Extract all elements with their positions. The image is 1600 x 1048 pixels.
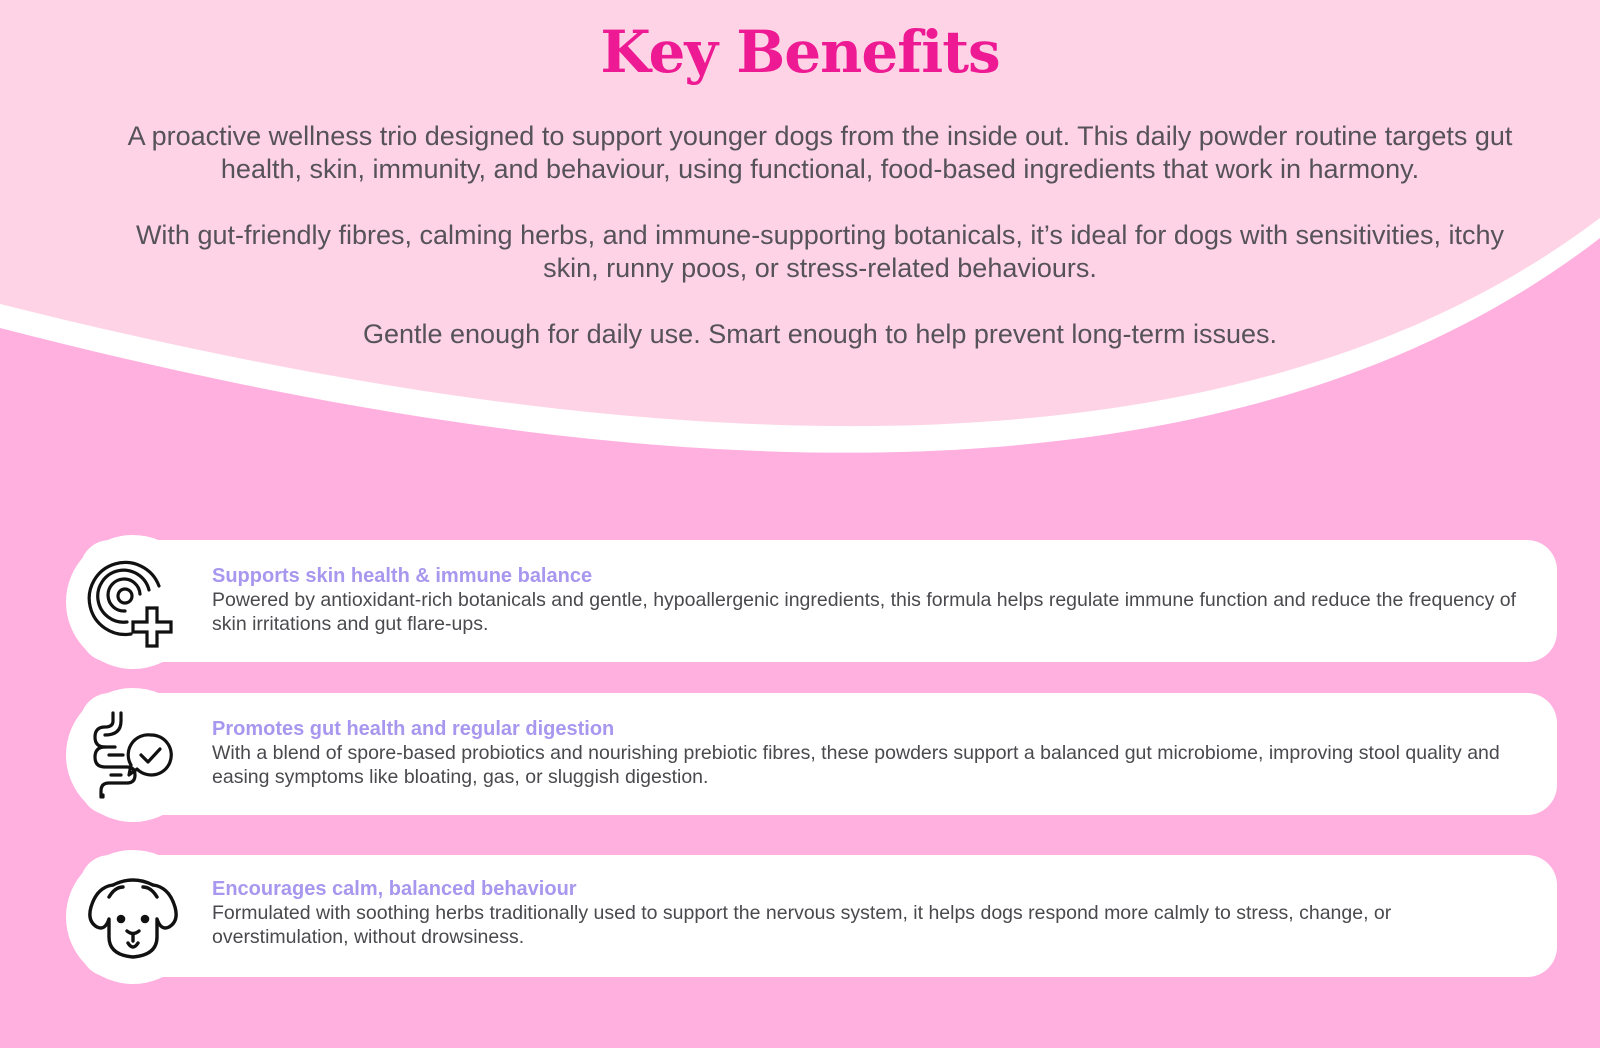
benefit-title: Promotes gut health and regular digestion [212, 718, 615, 740]
target-plus-icon [87, 556, 179, 648]
benefit-description: Formulated with soothing herbs traditionally used to support the nervous system, it helps dogs respond more calmly to stress, change, or overstimulation, without drowsiness. [212, 902, 1392, 948]
benefit-title: Supports skin health & immune balance [212, 565, 593, 587]
intro-text [110, 120, 1530, 384]
benefit-card [80, 693, 1557, 815]
benefit-text [212, 717, 1517, 789]
intro-paragraph: Gentle enough for daily use. Smart enough to help prevent long-term issues. [362, 319, 1278, 349]
page-title: Key Benefits [600, 18, 1000, 86]
benefit-text [212, 877, 1517, 949]
benefit-icon-badge [66, 688, 200, 822]
benefit-icon-badge [66, 850, 200, 984]
benefit-description: Powered by antioxidant-rich botanicals and gentle, hypoallergenic ingredients, this formula helps regulate immune function and reduce the frequency of skin irritations and gut flare-ups. [212, 589, 1517, 635]
gut-check-icon [91, 709, 175, 801]
benefit-card [80, 540, 1557, 662]
benefit-card [80, 855, 1557, 977]
intro-paragraph: A proactive wellness trio designed to support younger dogs from the inside out. This daily powder routine targets gut health, skin, immunity, and behaviour, using functional, food-based ingredients that work in harmony. [127, 121, 1513, 184]
benefit-title: Encourages calm, balanced behaviour [212, 878, 577, 900]
intro-paragraph: With gut-friendly fibres, calming herbs, and immune-supporting botanicals, it’s ideal for dogs with sensitivities, itchy skin, runny poos, or stress-related behaviours. [135, 220, 1505, 283]
benefit-text [212, 564, 1517, 636]
dog-face-icon [87, 875, 179, 959]
benefit-description: With a blend of spore-based probiotics and nourishing prebiotic fibres, these powders support a balanced gut microbiome, improving stool quality and easing symptoms like bloating, gas, or sluggish digestion. [212, 742, 1500, 788]
benefit-icon-badge [66, 535, 200, 669]
